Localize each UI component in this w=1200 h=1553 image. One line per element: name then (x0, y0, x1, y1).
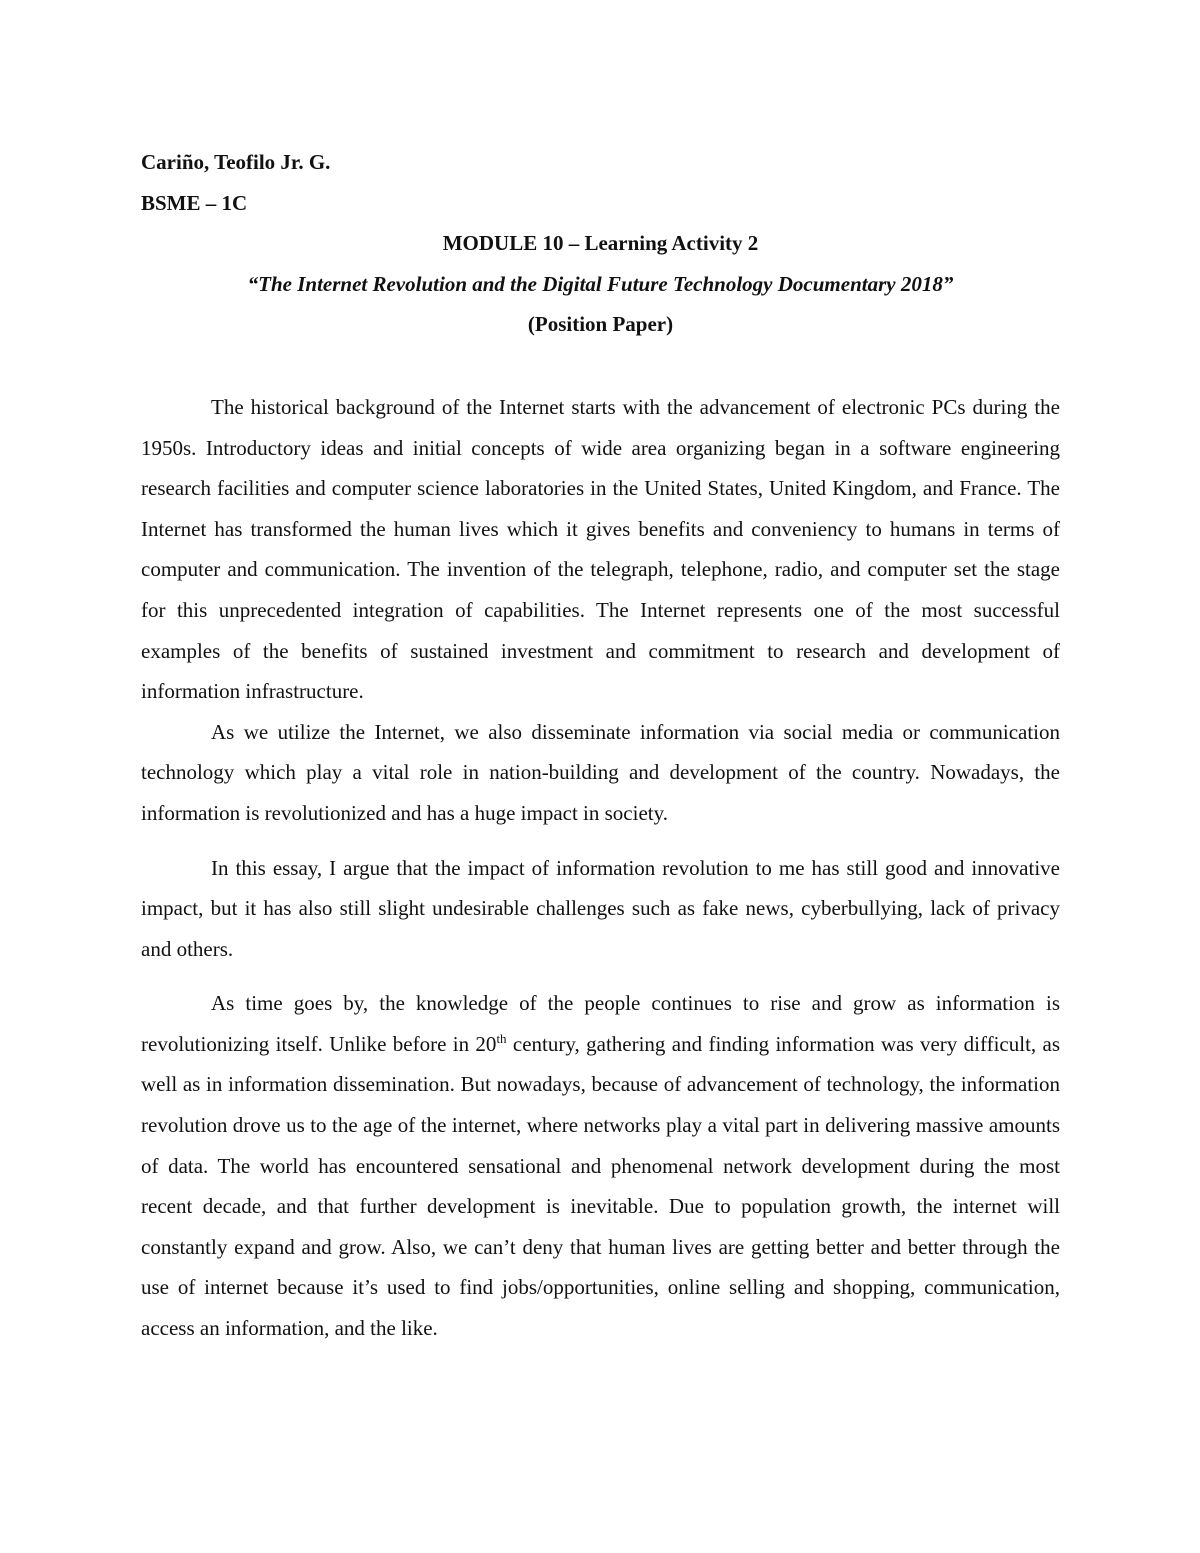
paragraph-history: The historical background of the Internet starts with the advancement of electronic PCs during the 1950s. Introductory ideas and initial concepts of wide area organizing began in a software engineering research facilities and computer science laboratories in the United States, United Kingdom, and France. The Internet has transformed the human lives which it gives benefits and conveniency to humans in terms of computer and communication. The invention of the telegraph, telephone, radio, and computer set the stage for this unprecedented integration of capabilities. The Internet represents one of the most successful examples of the benefits of sustained investment and commitment to research and development of information infrastructure. (141, 394, 1060, 704)
paragraph-knowledge-part2: century, gathering and finding information was very difficult, as well as in information dissemination. But nowadays, because of advancement of technology, the information revolution drove us to the age of the internet, where networks play a vital part in delivering massive amounts of data. The world has encountered sensational and phenomenal network development during the most recent decade, and that further development is inevitable. Due to population growth, the internet will constantly expand and grow. Also, we can’t deny that human lives are getting better and better through the use of internet because it’s used to find jobs/opportunities, online selling and shopping, communication, access an information, and the like. (141, 1031, 1060, 1341)
ordinal-suffix: th (496, 1030, 507, 1046)
course-section: BSME – 1C (141, 190, 248, 215)
document-content (141, 142, 1060, 1349)
paper-type: (Position Paper) (527, 312, 674, 337)
spacer (141, 969, 1060, 983)
module-title: MODULE 10 – Learning Activity 2 (442, 231, 759, 256)
paragraph-thesis: In this essay, I argue that the impact of information revolution to me has still good and innovative impact, but it has also still slight undesirable challenges such as fake news, cyberbullying, lack of privacy and others. (141, 855, 1060, 961)
spacer (141, 345, 1060, 387)
paragraph-knowledge (141, 983, 1060, 1348)
paragraph-knowledge-part1: As time goes by, the knowledge of the people continues to rise and grow as information is revolutionizing itself. Unlike before in 20 (141, 991, 1060, 1056)
documentary-title: “The Internet Revolution and the Digital Future Technology Documentary 2018” (247, 271, 954, 296)
spacer (141, 834, 1060, 848)
author-name: Cariño, Teofilo Jr. G. (141, 150, 331, 174)
paragraph-dissemination: As we utilize the Internet, we also disseminate information via social media or communication technology which play a vital role in nation-building and development of the country. Nowadays, the information is revolutionized and has a huge impact in society. (141, 719, 1060, 825)
